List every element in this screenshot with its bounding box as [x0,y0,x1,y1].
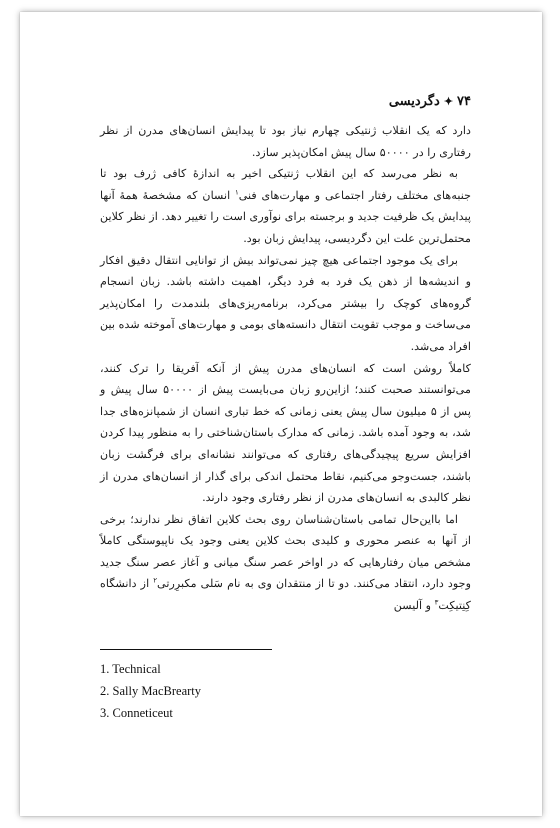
paragraph-text: از دانشگاه کِنِتیکِت [100,577,471,613]
footnote-3: 3. Conneticeut [100,706,173,720]
paragraph-text: دارد که یک انقلاب ژنتیکی چهارم نیاز بود تا پیدایش انسان‌های مدرن از نظر رفتاری را در ۵۰۰۰۰ سال پیش امکان‌پذیر سازد. [100,124,471,159]
paragraph-2 [100,163,471,249]
footnote-1: 1. Technical [100,662,161,676]
paragraph-1 [100,120,471,163]
footnote-marker-2[interactable]: ۲ [153,576,158,585]
paragraph-text: به نظر می‌رسد که این انقلاب ژنتیکی اخیر به اندازهٔ کافی ژرف بود تا جنبه‌های مختلف رفتار اجتماعی و مهارت‌های فنی [100,167,472,202]
running-header [80,94,471,109]
book-page [20,12,542,816]
paragraph-text: برای یک موجود اجتماعی هیچ چیز نمی‌تواند بیش از توانایی انتقال دقیق افکار و اندیشه‌ها از ذهن یک فرد به فرد دیگر، اهمیت داشته باشد. زبان انسجام گروه‌های کوچک را بیشتر می‌کرد، برنامه‌ریزی‌های بلندمدت را امکان‌پذیر می‌ساخت و موجب تقویت انتقال دانسته‌های بومی و مهارت‌های آموخته شده بین افراد می‌شد. [100,253,471,353]
paragraph-text: اما بااین‌حال تمامی باستان‌شناسان روی بحث کلاین اتفاق نظر ندارند؛ برخی از آنها به عنصر محوری و کلیدی بحث کلاین یعنی وجود یک ناپیوستگی کاملاً مشخص میان رفتارهایی که در اواخر عصر سنگ میانی و آغاز عصر سنگ جدید وجود دارد، انتقاد می‌کنند. دو تا از منتقدان وی به نام سَلی مکبرِرتی [100,512,471,591]
page-number: ۷۴ [457,94,471,109]
footnote-marker-1[interactable]: ۱ [234,188,239,197]
footnote-divider [100,649,272,650]
paragraph-text: کاملاً روشن است که انسان‌های مدرن پیش از آنکه آفریقا را ترک کنند، می‌توانستند صحبت کنند؛ ازاین‌رو زبان می‌بایست پیش از ۵۰۰۰۰ سال پیش و پس از ۵ میلیون سال پیش یعنی زمانی که خط تباری انسان از شمپانزه‌های جدا شد، به وجود آمده باشد. زمانی که مدارک باستان‌شناختی را به منظور پیدا کردن افزایش سریع پیچیدگی‌های رفتاری که می‌توانند نشانه‌ای برای فرگشت زبان باشند، جست‌وجو می‌کنیم، نقاط محتمل اندکی برای گذار از انسان‌های مدرن از نظر کالبدی به انسان‌های مدرن از نظر رفتاری وجود دارند. [100,361,471,505]
star-ornament-icon: ✦ [443,95,454,108]
paragraph-5 [100,509,471,617]
footnotes [100,658,201,724]
paragraph-text: و آلیسن [393,599,435,613]
footnote-2: 2. Sally MacBrearty [100,684,202,698]
footnote-marker-3[interactable]: ۳ [434,598,439,607]
paragraph-3 [100,250,471,358]
paragraph-text: انسان که مشخصهٔ همهٔ آنها پیدایش یک ظرفیت جدید و برجسته برای نوآوری است را تغییر دهد. از نظر کلاین محتمل‌ترین علت این دگردیسی، پیدایش زبان بود. [100,188,471,245]
chapter-title: دگردیسی [388,94,440,109]
body-text [100,120,471,617]
paragraph-4 [100,358,471,509]
